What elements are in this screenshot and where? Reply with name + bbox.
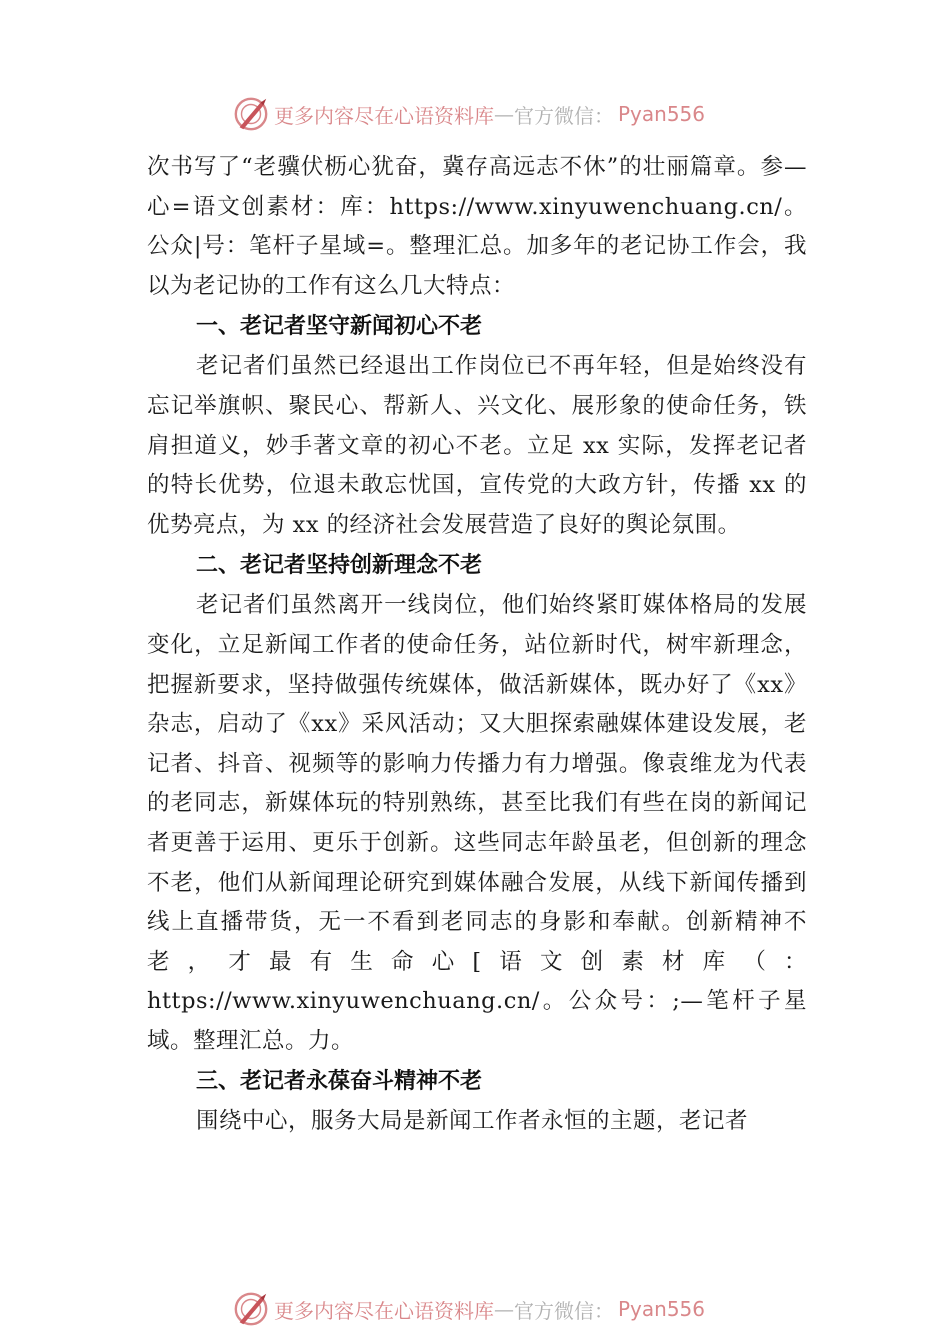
- header-brand: 更多内容尽在心语资料库: [274, 103, 494, 128]
- paragraph-4: 围绕中心，服务大局是新闻工作者永恒的主题，老记者: [196, 1108, 749, 1135]
- quill-logo-icon: [232, 1290, 270, 1328]
- footer-wechat-label: 官方微信：: [514, 1298, 614, 1323]
- header-wechat-label: 官方微信：: [514, 103, 614, 128]
- paragraph-1: 次书写了“老骥伏枥心犹奋，冀存高远志不休”的壮丽篇章。参—心=语文创素材：库：https://www.xinyuwenchuang.cn/。公众|号：笔杆子星域=。整理汇总。加多年的老记协工作会，我以为老记协的工作有这么几大特点：: [147, 154, 807, 299]
- section-heading-2: 二、老记者坚持创新理念不老: [196, 553, 483, 579]
- footer-watermark: [232, 1289, 705, 1329]
- header-wechat-id: Pyan556: [618, 102, 706, 126]
- section-heading-1: 一、老记者坚守新闻初心不老: [196, 314, 483, 340]
- section-heading-3: 三、老记者永葆奋斗精神不老: [196, 1069, 483, 1095]
- header-watermark: [232, 94, 705, 134]
- paragraph-2: 老记者们虽然已经退出工作岗位已不再年轻，但是始终没有忘记举旗帜、聚民心、帮新人、兴文化、展形象的使命任务，铁肩担道义，妙手著文章的初心不老。立足 xx 实际，发挥老记者的特长优势，位退未敢忘忧国，宣传党的大政方针，传播 xx 的优势亮点，为 xx 的经济社会发展营造了良好的舆论氛围。: [147, 353, 807, 538]
- paragraph-3: 老记者们虽然离开一线岗位，他们始终紧盯媒体格局的发展变化，立足新闻工作者的使命任务，站位新时代，树牢新理念，把握新要求，坚持做强传统媒体，做活新媒体，既办好了《xx》杂志，启动了《xx》采风活动；又大胆探索融媒体建设发展，老记者、抖音、视频等的影响力传播力有力增强。像袁维龙为代表的老同志，新媒体玩的特别熟练，甚至比我们有些在岗的新闻记者更善于运用、更乐于创新。这些同志年龄虽老，但创新的理念不老，他们从新闻理论研究到媒体融合发展，从线下新闻传播到线上直播带货，无一不看到老同志的身影和奉献。创新精神不老，才最有生命心[语文创素材库（：https://www.xinyuwenchuang.cn/。公众号：;—笔杆子星域。整理汇总。力。: [147, 592, 807, 1054]
- document-body: [147, 148, 807, 1142]
- footer-wechat-id: Pyan556: [618, 1297, 706, 1321]
- quill-logo-icon: [232, 95, 270, 133]
- header-dash: —: [494, 102, 514, 126]
- footer-brand: 更多内容尽在心语资料库: [274, 1298, 494, 1323]
- footer-dash: —: [494, 1297, 514, 1321]
